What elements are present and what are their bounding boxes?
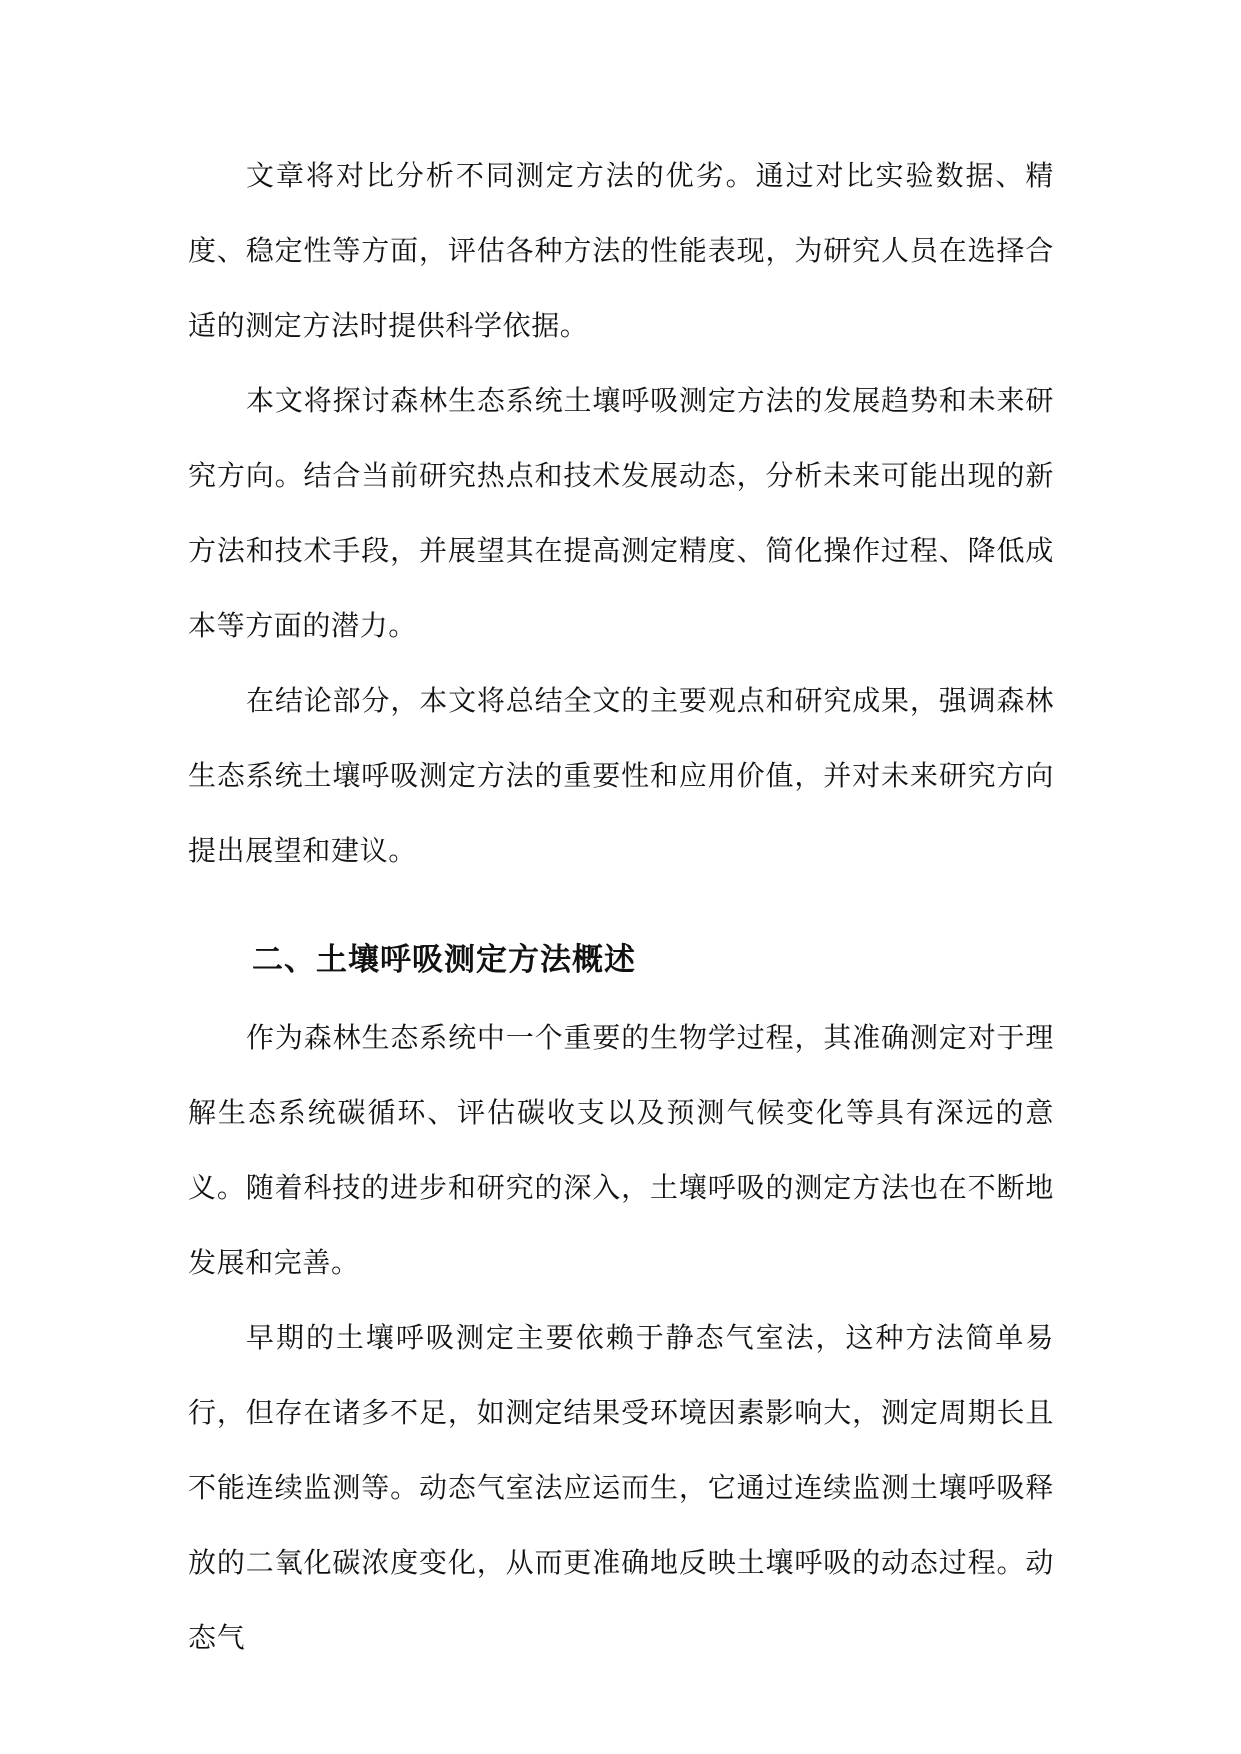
paragraph-comparison: 文章将对比分析不同测定方法的优劣。通过对比实验数据、精度、稳定性等方面，评估各种方法的性能表现，为研究人员在选择合适的测定方法时提供科学依据。 <box>188 159 1054 342</box>
paragraph-trends: 本文将探讨森林生态系统土壤呼吸测定方法的发展趋势和未来研究方向。结合当前研究热点和技术发展动态，分析未来可能出现的新方法和技术手段，并展望其在提高测定精度、简化操作过程、降低成本等方面的潜力。 <box>188 384 1054 642</box>
paragraph-overview: 作为森林生态系统中一个重要的生物学过程，其准确测定对于理解生态系统碳循环、评估碳收支以及预测气候变化等具有深远的意义。随着科技的进步和研究的深入，土壤呼吸的测定方法也在不断地发展和完善。 <box>188 1021 1054 1279</box>
paragraph-early-methods: 早期的土壤呼吸测定主要依赖于静态气室法，这种方法简单易行，但存在诸多不足，如测定结果受环境因素影响大，测定周期长且不能连续监测等。动态气室法应运而生，它通过连续监测土壤呼吸释放的二氧化碳浓度变化，从而更准确地反映土壤呼吸的动态过程。动态气 <box>188 1321 1054 1654</box>
document-body <box>188 138 1054 1675</box>
section-heading: 二、土壤呼吸测定方法概述 <box>252 942 636 978</box>
paragraph-conclusion: 在结论部分，本文将总结全文的主要观点和研究成果，强调森林生态系统土壤呼吸测定方法的重要性和应用价值，并对未来研究方向提出展望和建议。 <box>188 684 1054 867</box>
